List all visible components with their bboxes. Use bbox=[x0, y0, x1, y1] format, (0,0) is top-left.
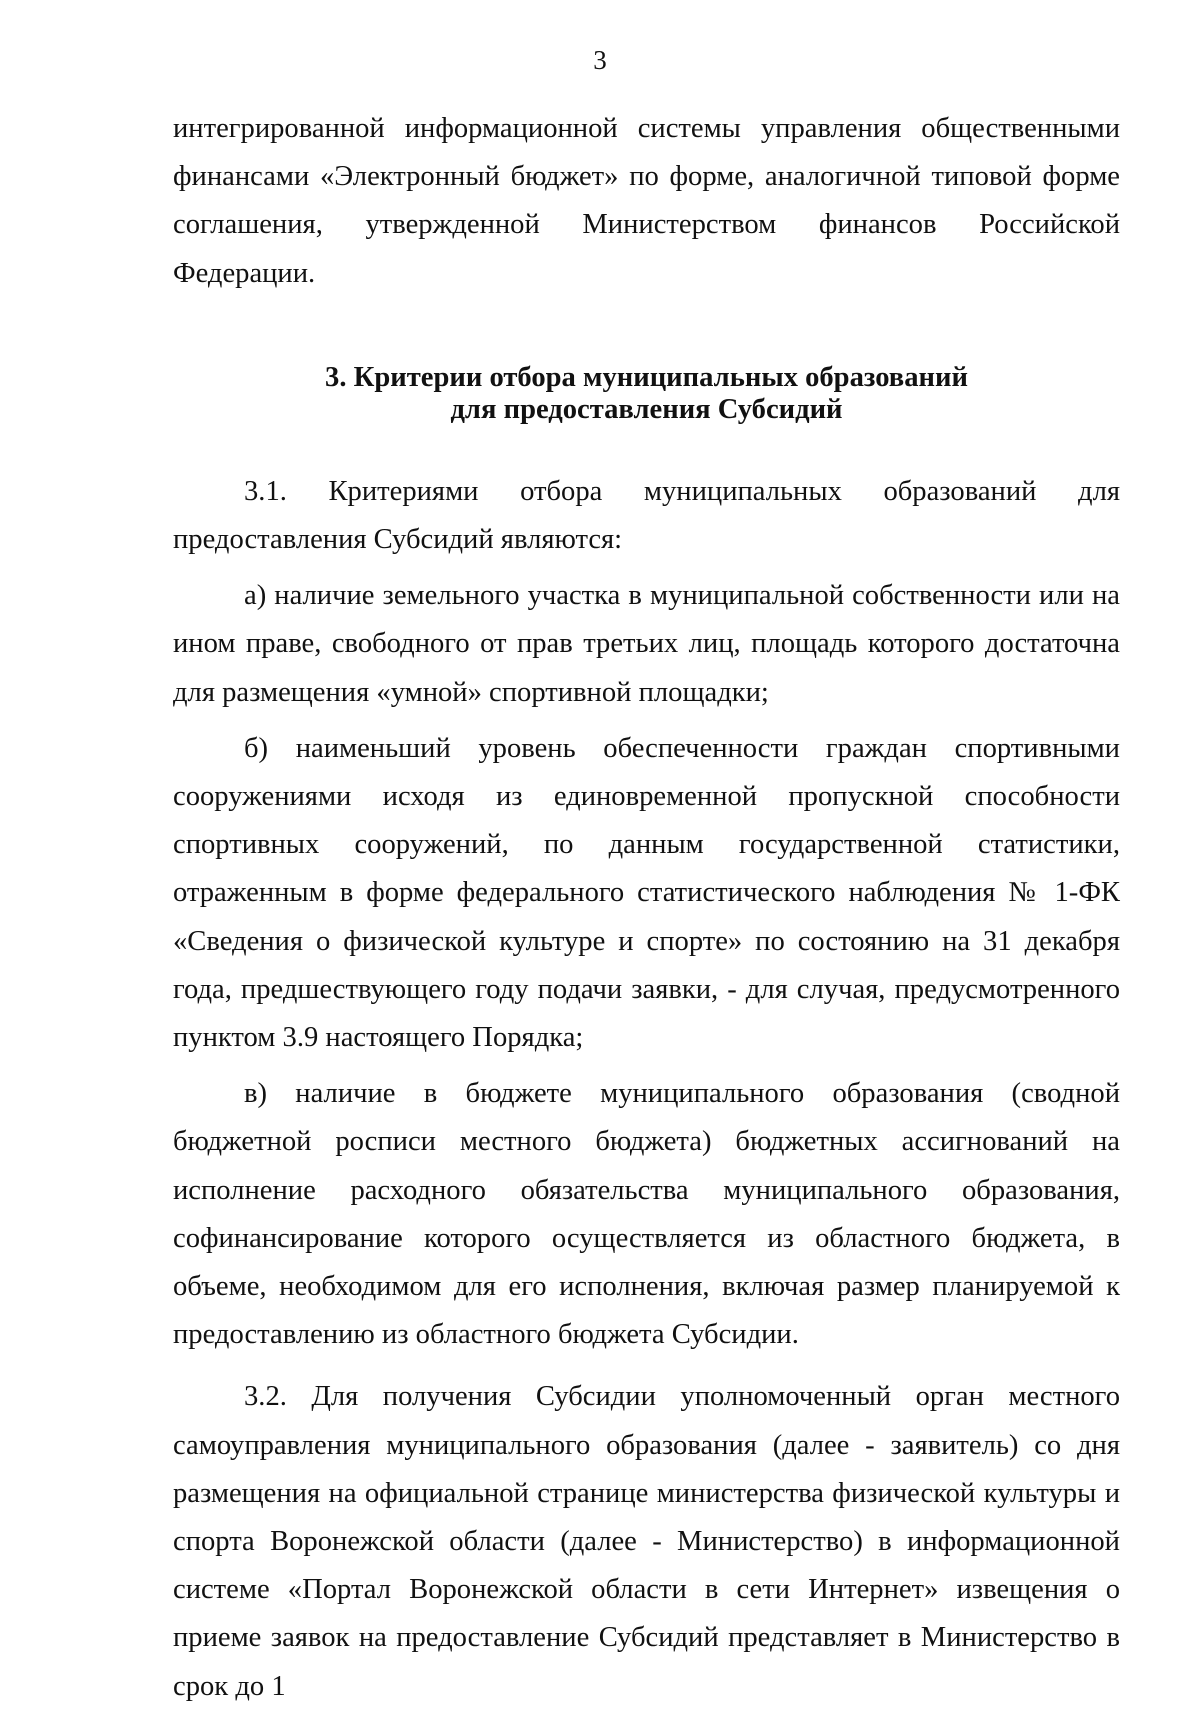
paragraph-3-1: 3.1. Критериями отбора муниципальных образований для предоставления Субсидий являются: bbox=[173, 475, 1120, 556]
paragraph-3-2: 3.2. Для получения Субсидии уполномоченный орган местного самоуправления муниципального образования (далее - заявитель) со дня размещения на официальной странице министерства физической культуры и спорта Воронежской области (далее - Министерство) в информационной системе «Портал Воронежской области в сети Интернет» извещения о приеме заявок на предоставление Субсидий представляет в Министерство в срок до 1 bbox=[173, 1381, 1120, 1702]
paragraph-criterion-v: в) наличие в бюджете муниципального образования (сводной бюджетной росписи местного бюджета) бюджетных ассигнований на исполнение расходного обязательства муниципального образования, софинансирование которого осуществляется из областного бюджета, в объеме, необходимом для его исполнения, включая размер планируемой к предоставлению из областного бюджета Субсидии. bbox=[173, 1078, 1120, 1351]
section-title-line-1: 3. Критерии отбора муниципальных образований bbox=[325, 361, 968, 393]
paragraph-criterion-a: а) наличие земельного участка в муниципальной собственности или на ином праве, свободного от прав третьих лиц, площадь которого достаточна для размещения «умной» спортивной площадки; bbox=[173, 580, 1120, 708]
intro-paragraph: интегрированной информационной системы управления общественными финансами «Электронный бюджет» по форме, аналогичной типовой форме соглашения, утвержденной Министерством финансов Российской Федерации. bbox=[173, 113, 1120, 289]
paragraph-criterion-b: б) наименьший уровень обеспеченности граждан спортивными сооружениями исходя из единовременной пропускной способности спортивных сооружений, по данным государственной статистики, отраженным в форме федерального статистического наблюдения № 1-ФК «Сведения о физической культуре и спорте» по состоянию на 31 декабря года, предшествующего году подачи заявки, - для случая, предусмотренного пунктом 3.9 настоящего Порядка; bbox=[173, 732, 1120, 1054]
section-heading bbox=[173, 362, 1120, 426]
section-title-line-2: для предоставления Субсидий bbox=[450, 393, 843, 425]
page-number: 3 bbox=[593, 45, 607, 75]
document-body bbox=[173, 105, 1120, 1711]
